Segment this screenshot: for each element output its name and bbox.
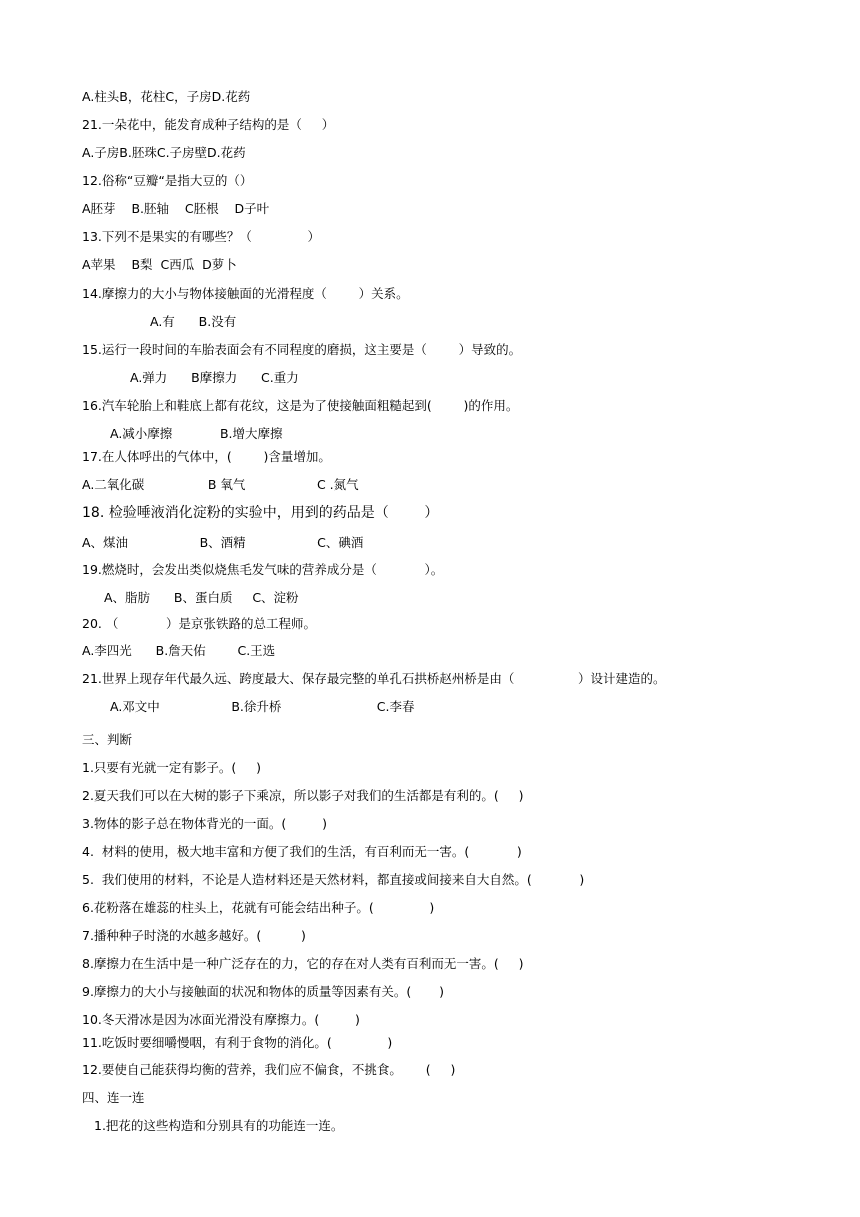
q21-question: 21.一朵花中，能发育成种子结构的是（ ） (82, 117, 335, 132)
q21-options: A.子房B.胚珠C.子房壁D.花药 (82, 145, 246, 160)
judge-12: 12.要使自己能获得均衡的营养，我们应不偏食，不挑食。 ( ) (82, 1062, 456, 1077)
q21b-options: A.邓文中 B.徐升桥 C.李春 (110, 699, 415, 714)
q13-options: A苹果 B梨 C西瓜 D萝卜 (82, 257, 237, 272)
q13-question: 13.下列不是果实的有哪些？（ ） (82, 229, 321, 244)
q17-options: A.二氧化碳 B 氧气 C .氮气 (82, 477, 359, 492)
judge-7: 7.播种种子时浇的水越多越好。( ) (82, 928, 306, 943)
q17-question: 17.在人体呼出的气体中，( )含量增加。 (82, 449, 331, 464)
judge-8: 8.摩擦力在生活中是一种广泛存在的力，它的存在对人类有百利而无一害。( ) (82, 956, 524, 971)
q18-question: 18. 检验唾液消化淀粉的实验中，用到的药品是（ ） (82, 505, 439, 521)
q15-options: A.弹力 B摩擦力 C.重力 (130, 370, 299, 385)
q21b-question: 21.世界上现存年代最久远、跨度最大、保存最完整的单孔石拱桥赵州桥是由（ ）设计建造的。 (82, 671, 666, 686)
q14-question: 14.摩擦力的大小与物体接触面的光滑程度（ ）关系。 (82, 286, 409, 301)
judge-6: 6.花粉落在雄蕊的柱头上，花就有可能会结出种子。( ) (82, 900, 435, 915)
q20-question: 20. （ ）是京张铁路的总工程师。 (82, 616, 317, 631)
q15-question: 15.运行一段时间的车胎表面会有不同程度的磨损，这主要是（ ）导致的。 (82, 342, 522, 357)
section-4-heading: 四、连一连 (82, 1090, 145, 1105)
judge-9: 9.摩擦力的大小与接触面的状况和物体的质量等因素有关。( ) (82, 984, 444, 999)
q18-options: A、煤油 B、酒精 C、碘酒 (82, 535, 364, 550)
judge-4: 4. 材料的使用，极大地丰富和方便了我们的生活，有百利而无一害。( ) (82, 844, 522, 859)
q20b-options: A.李四光 B.詹天佑 C.王选 (82, 643, 276, 658)
q19-options: A、脂肪 B、蛋白质 C、淀粉 (104, 590, 299, 605)
q19-question: 19.燃烧时，会发出类似烧焦毛发气味的营养成分是（ ）。 (82, 562, 444, 577)
judge-11: 11.吃饭时要细嚼慢咽，有利于食物的消化。( ) (82, 1035, 393, 1050)
judge-5: 5. 我们使用的材料，不论是人造材料还是天然材料，都直接或间接来自大自然。( ) (82, 872, 585, 887)
q16-options: A.减小摩擦 B.增大摩擦 (110, 426, 283, 441)
judge-2: 2.夏天我们可以在大树的影子下乘凉，所以影子对我们的生活都是有利的。( ) (82, 788, 524, 803)
q16-question: 16.汽车轮胎上和鞋底上都有花纹，这是为了使接触面粗糙起到( )的作用。 (82, 398, 519, 413)
judge-3: 3.物体的影子总在物体背光的一面。( ) (82, 816, 327, 831)
q20-options: A.柱头B，花柱C，子房D.花药 (82, 89, 251, 104)
q12-options: A胚芽 B.胚轴 C胚根 D子叶 (82, 201, 270, 216)
q12-question: 12.俗称“豆瓣“是指大豆的（） (82, 173, 253, 188)
connect-1: 1.把花的这些构造和分别具有的功能连一连。 (94, 1118, 344, 1133)
judge-10: 10.冬天滑冰是因为冰面光滑没有摩擦力。( ) (82, 1012, 360, 1027)
section-3-heading: 三、判断 (82, 732, 133, 747)
q14-options: A.有 B.没有 (150, 314, 237, 329)
judge-1: 1.只要有光就一定有影子。( ) (82, 760, 262, 775)
